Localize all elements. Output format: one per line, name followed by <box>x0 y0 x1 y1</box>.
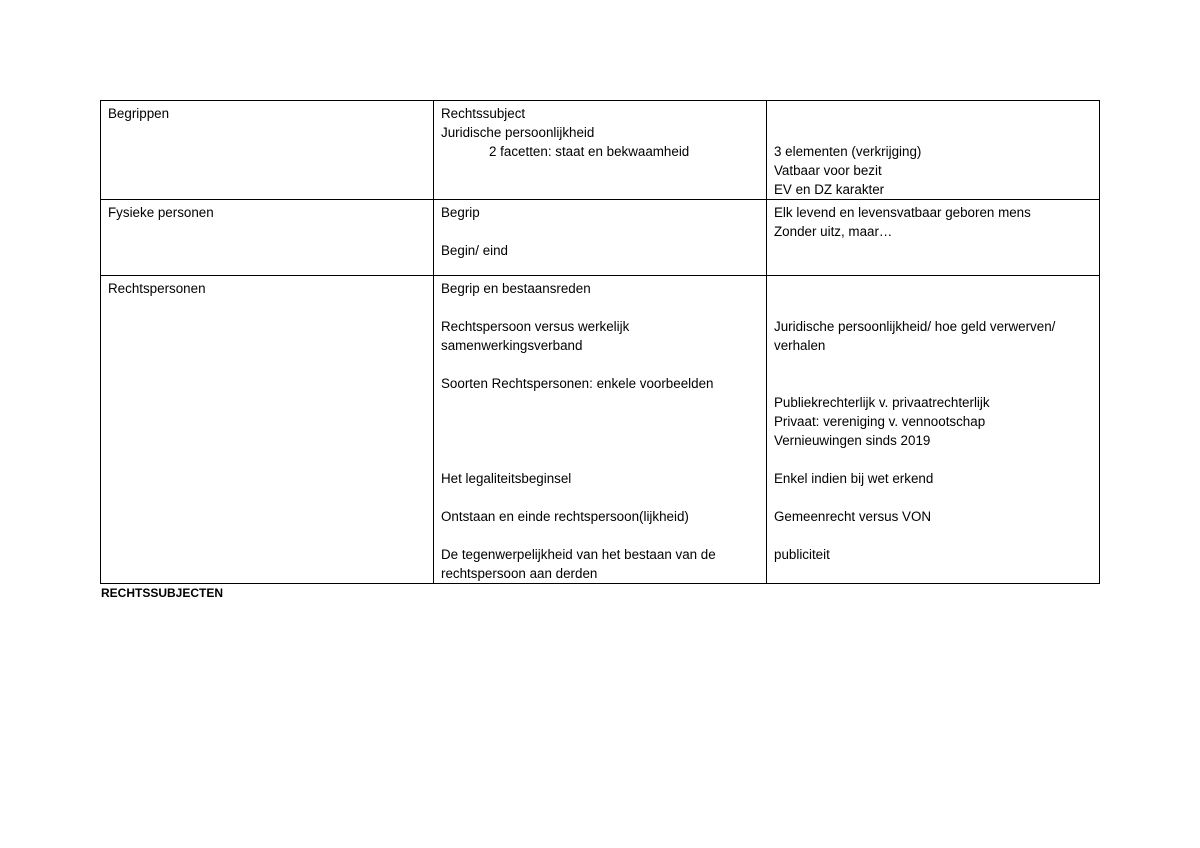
cell-line: EV en DZ karakter <box>774 182 885 197</box>
cell-line: Juridische persoonlijkheid/ hoe geld verwerven/ verhalen <box>774 319 1056 353</box>
cell-line: 3 elementen (verkrijging) <box>774 144 922 159</box>
document-caption: RECHTSSUBJECTEN <box>101 586 224 600</box>
cell-line: Rechtspersoon versus werkelijk samenwerkingsverband <box>441 319 630 353</box>
cell-line: Juridische persoonlijkheid <box>441 125 595 140</box>
cell-line: Privaat: vereniging v. vennootschap <box>774 414 986 429</box>
topic-label: Fysieke personen <box>108 205 214 220</box>
cell-line: Vatbaar voor bezit <box>774 163 882 178</box>
subtopic-cell <box>434 101 767 200</box>
table-row <box>101 276 1100 584</box>
cell-line: Zonder uitz, maar… <box>774 224 893 239</box>
topic-cell <box>101 200 434 276</box>
topic-label: Begrippen <box>108 106 170 121</box>
notes-cell <box>767 101 1100 200</box>
cell-line: Begrip en bestaansreden <box>441 281 591 296</box>
cell-line: Ontstaan en einde rechtspersoon(lijkheid) <box>441 509 689 524</box>
cell-line: Begrip <box>441 205 480 220</box>
notes-cell <box>767 200 1100 276</box>
notes-cell <box>767 276 1100 584</box>
cell-line: Gemeenrecht versus VON <box>774 509 932 524</box>
topic-cell <box>101 276 434 584</box>
topic-label: Rechtspersonen <box>108 281 206 296</box>
cell-line: Publiekrechterlijk v. privaatrechterlijk <box>774 395 990 410</box>
cell-line: Soorten Rechtspersonen: enkele voorbeelden <box>441 376 714 391</box>
cell-line: Rechtssubject <box>441 106 526 121</box>
subtopic-cell <box>434 276 767 584</box>
cell-line: Enkel indien bij wet erkend <box>774 471 934 486</box>
topic-cell <box>101 101 434 200</box>
cell-line: Elk levend en levensvatbaar geboren mens <box>774 205 1031 220</box>
cell-line: Vernieuwingen sinds 2019 <box>774 433 931 448</box>
table-row <box>101 200 1100 276</box>
cell-line: De tegenwerpelijkheid van het bestaan van de rechtspersoon aan derden <box>441 547 716 581</box>
cell-line: Het legaliteitsbeginsel <box>441 471 572 486</box>
cell-line: 2 facetten: staat en bekwaamheid <box>489 144 690 159</box>
cell-line: publiciteit <box>774 547 830 562</box>
subtopic-cell <box>434 200 767 276</box>
table-row <box>101 101 1100 200</box>
cell-line: Begin/ eind <box>441 243 509 258</box>
overview-table <box>100 100 1100 584</box>
